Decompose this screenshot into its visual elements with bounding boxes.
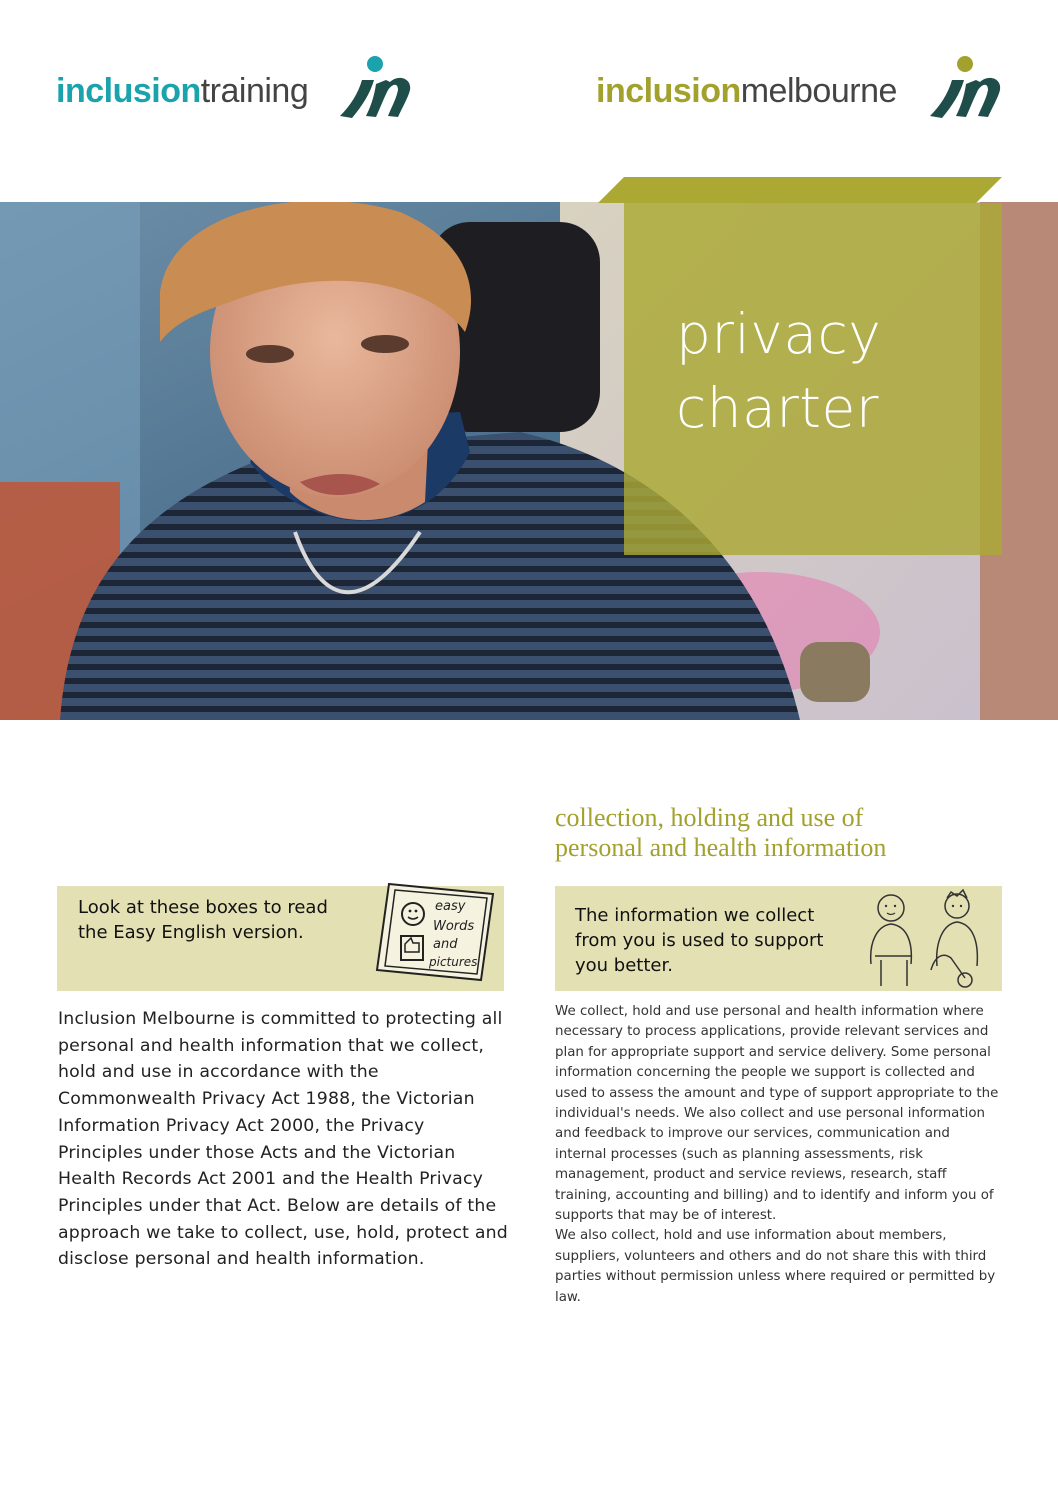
intro-paragraph: Inclusion Melbourne is committed to protecting all personal and health information that we collect, hold and use in accordance with the Commonwealth Privacy Act 1988, the Victorian Information Privacy Act 2000, the Privacy Principles under those Acts and the Victorian Health Records Act 2001 and the Health Privacy Principles under that Act. Below are details of the approach we take to collect, use, hold, protect and disclose personal and health information. [58, 1009, 508, 1270]
page-title-line1: privacy [676, 302, 882, 366]
two-people-talking-icon [861, 886, 987, 991]
logo-word-light: training [200, 72, 309, 110]
title-box [624, 203, 1002, 555]
page-title [676, 297, 881, 445]
page-title-line2: charter [676, 376, 879, 440]
inclusion-i-logo-icon [332, 54, 414, 120]
section-heading [555, 803, 1015, 863]
logo-wordmark [56, 72, 308, 111]
easy-icon-word2: Words [433, 919, 475, 934]
section-heading-line2: personal and health information [555, 833, 887, 862]
body-paragraph: We collect, hold and use personal and health information where necessary to process applications, provide relevant services and plan for appropriate support and service delivery. Some personal information concerning the people we support is collected and used to assess the amount and type of support appropriate to the individual's needs. We also collect and use personal information and feedback to improve our services, communication and internal processes (such as planning assessments, risk management, product and service reviews, research, staff training, accounting and billing) and to identify and inform you of supports that may be of interest. [555, 1004, 999, 1224]
easy-icon-word4: pictures [429, 955, 478, 969]
easy-english-box [555, 886, 1002, 991]
easy-icon-word1: easy [435, 899, 466, 914]
logo-wordmark [596, 72, 897, 111]
inclusion-training-logo [56, 54, 416, 124]
body-paragraph: We also collect, hold and use information about members, suppliers, volunteers and others and do not share this with third parties without permission unless where required or permitted by law. [555, 1228, 996, 1305]
easy-english-box [57, 886, 504, 991]
collection-body [555, 1002, 1005, 1308]
inclusion-melbourne-logo [596, 54, 1006, 124]
easy-words-and-pictures-icon [375, 880, 495, 984]
logo-word-bold: inclusion [596, 72, 741, 110]
inclusion-i-logo-icon [922, 54, 1004, 120]
logo-word-bold: inclusion [56, 72, 201, 110]
logo-word-light: melbourne [740, 72, 897, 110]
easy-english-text: Look at these boxes to read the Easy English version. [78, 897, 328, 943]
easy-english-text: The information we collect from you is used to support you better. [575, 905, 824, 976]
easy-icon-word3: and [433, 937, 458, 952]
title-tab-decoration [598, 177, 1002, 203]
section-heading-line1: collection, holding and use of [555, 803, 864, 832]
